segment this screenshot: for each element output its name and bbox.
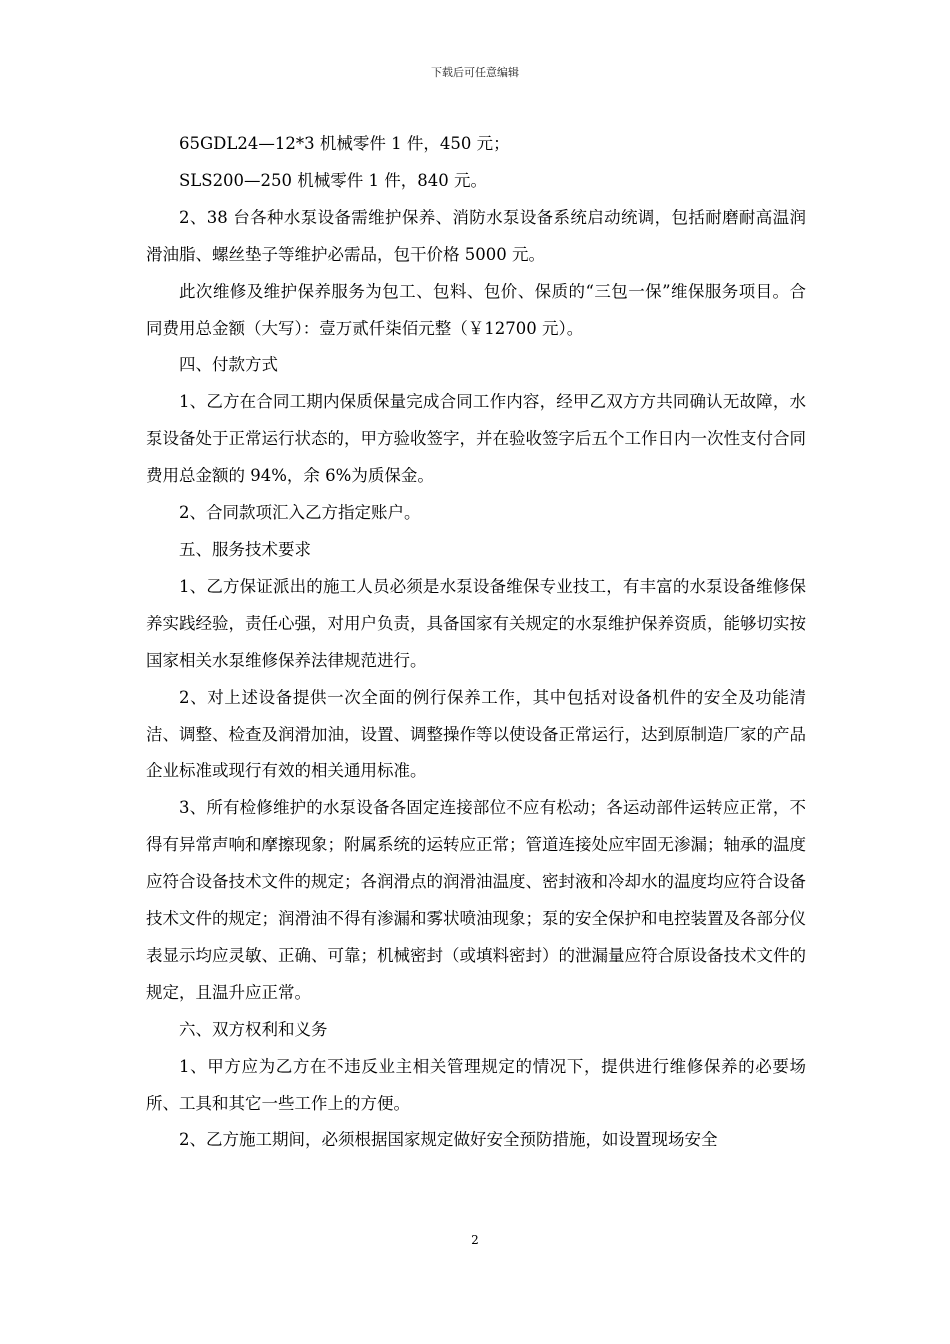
payment-clause-2: 2、合同款项汇入乙方指定账户。 (179, 503, 421, 523)
payment-clause-1: 1、乙方在合同工期内保质保量完成合同工作内容，经甲乙双方方共同确认无故障，水泵设备处于正常运行状态的，甲方验收签字，并在验收签字后五个工作日内一次性支付合同费用总金额的 94%，余 6%为质保金。 (146, 392, 806, 486)
page-header-note: 下载后可任意编辑 (431, 66, 519, 79)
service-total-paragraph: 此次维修及维护保养服务为包工、包料、包价、保质的“三包一保”维保服务项目。合同费用总金额（大写）：壹万贰仟柒佰元整（￥12700 元）。 (146, 281, 806, 338)
section-heading-technical: 五、服务技术要求 (179, 539, 311, 559)
rights-clause-1: 1、甲方应为乙方在不违反业主相关管理规定的情况下，提供进行维修保养的必要场所、工具和其它一些工作上的方便。 (146, 1056, 806, 1113)
section-heading-rights: 六、双方权利和义务 (179, 1019, 328, 1039)
maintenance-item-2: 2、38 台各种水泵设备需维护保养、消防水泵设备系统启动统调，包括耐磨耐高温润滑油脂、螺丝垫子等维护必需品，包干价格 5000 元。 (146, 207, 806, 264)
page-number: 2 (471, 1233, 479, 1247)
rights-clause-2: 2、乙方施工期间，必须根据国家规定做好安全预防措施，如设置现场安全 (179, 1130, 718, 1150)
parts-line-sls200: SLS200—250 机械零件 1 件，840 元。 (179, 170, 488, 190)
technical-clause-2: 2、对上述设备提供一次全面的例行保养工作，其中包括对设备机件的安全及功能清洁、调整、检查及润滑加油，设置、调整操作等以使设备正常运行，达到原制造厂家的产品企业标准或现行有效的相关通用标准。 (146, 687, 806, 781)
technical-clause-3: 3、所有检修维护的水泵设备各固定连接部位不应有松动；各运动部件运转应正常，不得有异常声响和摩擦现象；附属系统的运转应正常；管道连接处应牢固无渗漏；轴承的温度应符合设备技术文件的规定；各润滑点的润滑油温度、密封液和冷却水的温度均应符合设备技术文件的规定；润滑油不得有渗漏和雾状喷油现象；泵的安全保护和电控装置及各部分仪表显示均应灵敏、正确、可靠；机械密封（或填料密封）的泄漏量应符合原设备技术文件的规定，且温升应正常。 (146, 798, 806, 1002)
technical-clause-1: 1、乙方保证派出的施工人员必须是水泵设备维保专业技工，有丰富的水泵设备维修保养实践经验，责任心强，对用户负责，具备国家有关规定的水泵维护保养资质，能够切实按国家相关水泵维修保养法律规范进行。 (146, 576, 806, 670)
document-body (146, 126, 806, 1159)
section-heading-payment: 四、付款方式 (179, 355, 278, 375)
parts-line-65gdl: 65GDL24—12*3 机械零件 1 件，450 元； (179, 134, 510, 153)
